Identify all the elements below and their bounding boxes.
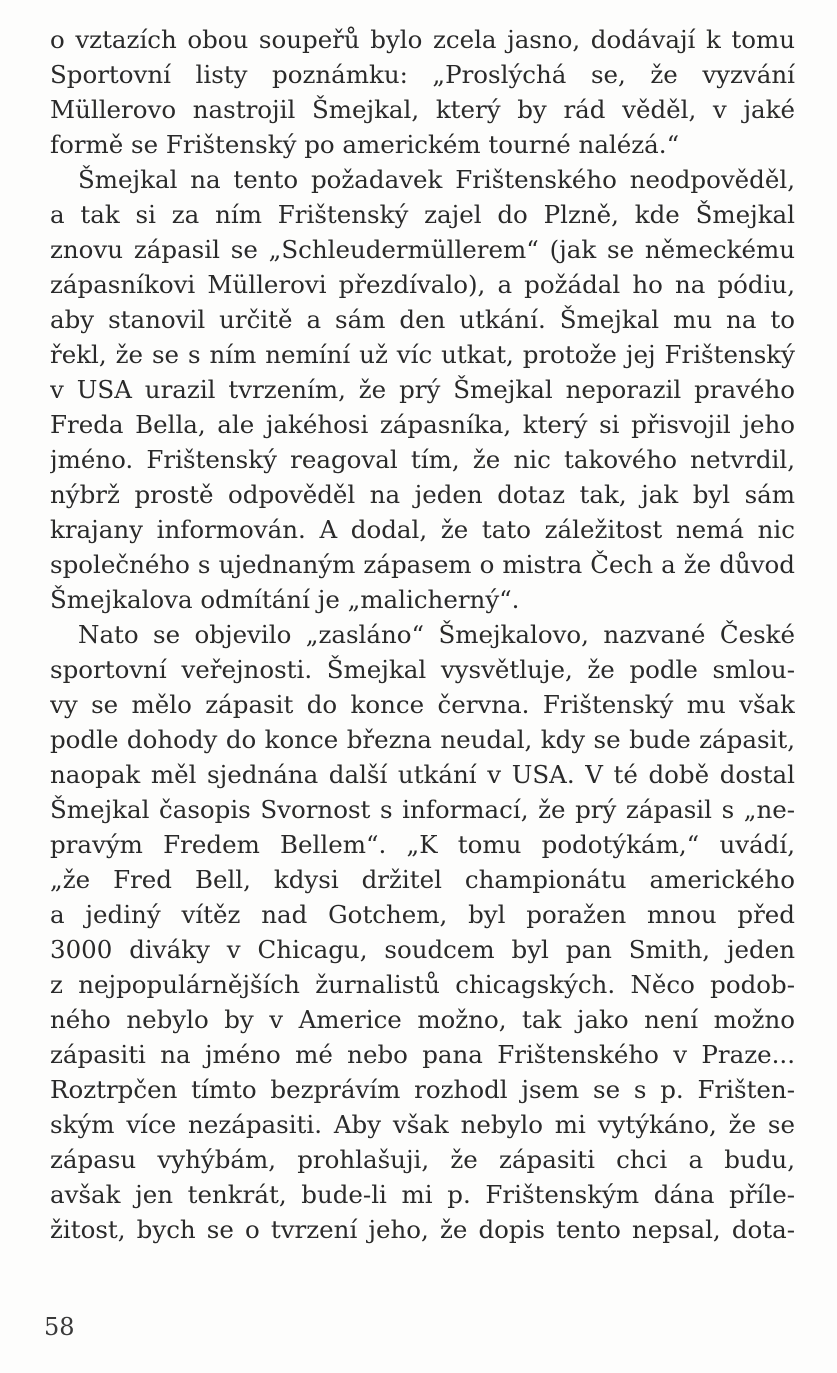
text-line: ného nebylo by v Americe možno, tak jako není možno [50, 1005, 795, 1034]
text-line: Freda Bella, ale jakéhosi zápasníka, který si přisvojil jeho [50, 410, 795, 439]
text-line: o vztazích obou soupeřů bylo zcela jasno, dodávají k tomu [50, 25, 795, 54]
text-line: žitost, bych se o tvrzení jeho, že dopis tento nepsal, dota- [50, 1215, 795, 1244]
text-line: řekl, že se s ním nemíní už víc utkat, protože jej Frištenský [50, 340, 795, 369]
text-line: Šmejkal na tento požadavek Frištenského neodpověděl, [78, 165, 795, 194]
text-line: zápasníkovi Müllerovi přezdívalo), a požádal ho na pódiu, [50, 270, 795, 299]
text-line: zápasu vyhýbám, prohlašuji, že zápasiti chci a budu, [50, 1145, 795, 1174]
text-line: sportovní veřejnosti. Šmejkal vysvětluje, že podle smlou- [50, 655, 795, 684]
text-line: v USA urazil tvrzením, že prý Šmejkal neporazil pravého [50, 375, 795, 404]
text-line: Roztrpčen tímto bezprávím rozhodl jsem se s p. Frišten- [50, 1075, 795, 1104]
text-line: aby stanovil určitě a sám den utkání. Šmejkal mu na to [50, 305, 795, 334]
text-line: vy se mělo zápasit do konce června. Frištenský mu však [50, 690, 795, 719]
text-line: „že Fred Bell, kdysi držitel championátu amerického [50, 865, 795, 894]
text-line: zápasiti na jméno mé nebo pana Frištenského v Praze... [50, 1040, 795, 1069]
text-line: podle dohody do konce března neudal, kdy se bude zápasit, [50, 725, 795, 754]
text-line: Šmejkalova odmítání je „malicherný“. [50, 585, 520, 614]
text-line: Šmejkal časopis Svornost s informací, že prý zápasil s „ne- [50, 795, 795, 824]
body-text [50, 22, 795, 1247]
text-line: nýbrž prostě odpověděl na jeden dotaz tak, jak byl sám [50, 480, 795, 509]
text-line: a tak si za ním Frištenský zajel do Plzně, kde Šmejkal [50, 200, 795, 229]
text-line: naopak měl sjednána další utkání v USA. V té době dostal [50, 760, 795, 789]
text-line: Müllerovo nastrojil Šmejkal, který by rád věděl, v jaké [50, 95, 795, 124]
text-line: Nato se objevilo „zasláno“ Šmejkalovo, nazvané České [78, 620, 795, 649]
text-line: znovu zápasil se „Schleudermüllerem“ (jak se německému [50, 235, 795, 264]
text-line: 3000 diváky v Chicagu, soudcem byl pan Smith, jeden [50, 935, 795, 964]
text-line: avšak jen tenkrát, bude-li mi p. Frištenským dána příle- [50, 1180, 795, 1209]
text-line: ským více nezápasiti. Aby však nebylo mi vytýkáno, že se [50, 1110, 795, 1139]
text-line: krajany informován. A dodal, že tato záležitost nemá nic [50, 515, 795, 544]
text-line: formě se Frištenský po americkém tourné nalézá.“ [50, 130, 680, 159]
text-line: Sportovní listy poznámku: „Proslýchá se, že vyzvání [50, 60, 795, 89]
text-line: pravým Fredem Bellem“. „K tomu podotýkám,“ uvádí, [50, 830, 795, 859]
text-line: z nejpopulárnějších žurnalistů chicagských. Něco podob- [50, 970, 795, 999]
page-number: 58 [44, 1313, 75, 1341]
text-line: společného s ujednaným zápasem o mistra Čech a že důvod [50, 550, 795, 579]
text-line: jméno. Frištenský reagoval tím, že nic takového netvrdil, [50, 445, 795, 474]
text-line: a jediný vítěz nad Gotchem, byl poražen mnou před [50, 900, 795, 929]
